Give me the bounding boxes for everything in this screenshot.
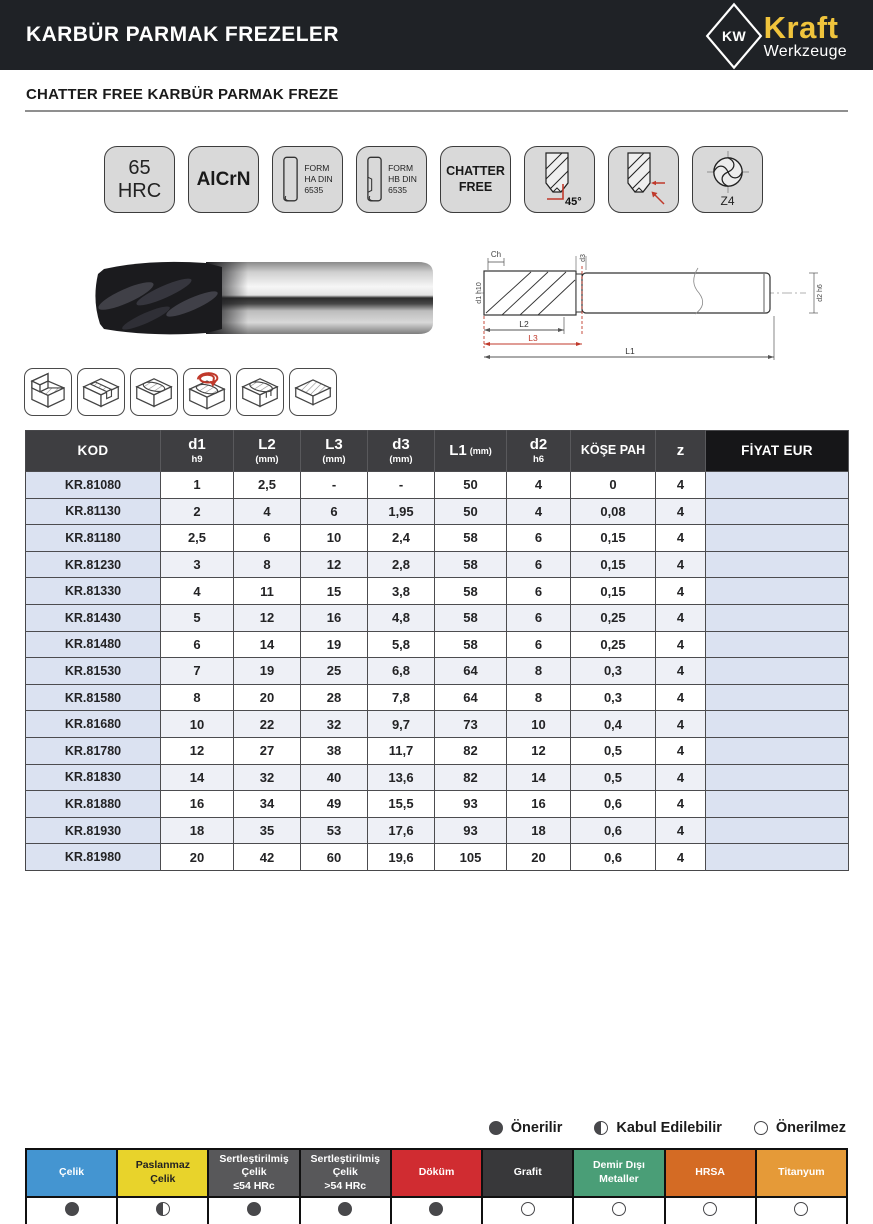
cell-l1: 82 — [435, 737, 507, 764]
cell-d1: 8 — [161, 684, 234, 711]
cell-d1: 7 — [161, 658, 234, 685]
cell-fiyat-eur — [706, 711, 849, 738]
cell-d3: 13,6 — [368, 764, 435, 791]
cell-d3: 5,8 — [368, 631, 435, 658]
table-row — [26, 472, 849, 499]
badge-chatter-free: CHATTER FREE — [440, 146, 511, 213]
badge-form-hb — [356, 146, 427, 213]
cell-d3: 6,8 — [368, 658, 435, 685]
cell-z: 4 — [656, 817, 706, 844]
app-pocket-milling-icon — [130, 368, 178, 416]
cell-l3: 38 — [301, 737, 368, 764]
cell-l3: 53 — [301, 817, 368, 844]
shank-ha-icon — [282, 154, 299, 206]
flute-count-label: Z4 — [720, 194, 735, 208]
cell-kod: KR.81330 — [26, 578, 161, 605]
cell-d2: 20 — [507, 844, 571, 871]
material-rating-cell — [26, 1197, 117, 1224]
cell-fiyat-eur — [706, 817, 849, 844]
cell-l2: 32 — [234, 764, 301, 791]
cell-d3: 2,8 — [368, 551, 435, 578]
table-row — [26, 604, 849, 631]
cell-l1: 50 — [435, 472, 507, 499]
cell-kose-pah: 0,4 — [571, 711, 656, 738]
cell-l3: 10 — [301, 525, 368, 552]
rating-empty-circle-icon — [703, 1202, 717, 1216]
form-hb-text: FORM HB DIN 6535 — [388, 162, 417, 196]
legend-item — [754, 1120, 846, 1136]
cell-fiyat-eur — [706, 764, 849, 791]
cell-l1: 58 — [435, 551, 507, 578]
cell-d1: 3 — [161, 551, 234, 578]
cell-l1: 105 — [435, 844, 507, 871]
cell-kod: KR.81930 — [26, 817, 161, 844]
table-row — [26, 711, 849, 738]
cell-d2: 14 — [507, 764, 571, 791]
legend-item — [594, 1120, 722, 1136]
svg-text:d3: d3 — [580, 254, 587, 262]
app-open-pocket-icon — [236, 368, 284, 416]
material-header-cell: Demir Dışı Metaller — [573, 1149, 664, 1197]
col-header-kod: KOD — [26, 431, 161, 472]
cell-l2: 12 — [234, 604, 301, 631]
cell-d2: 6 — [507, 525, 571, 552]
col-header-z: z — [656, 431, 706, 472]
cell-l1: 58 — [435, 631, 507, 658]
rating-filled-circle-icon — [429, 1202, 443, 1216]
badge-hardness — [104, 146, 175, 213]
cell-d3: 17,6 — [368, 817, 435, 844]
rating-filled-circle-icon — [338, 1202, 352, 1216]
material-header-cell: Çelik — [26, 1149, 117, 1197]
hardness-unit: HRC — [117, 179, 162, 202]
cell-l3: 49 — [301, 791, 368, 818]
legend-empty-circle-icon — [754, 1121, 768, 1135]
cell-fiyat-eur — [706, 658, 849, 685]
spec-badges — [104, 146, 763, 213]
badge-form-ha — [272, 146, 343, 213]
brand-text — [764, 12, 847, 60]
cell-d2: 4 — [507, 472, 571, 499]
app-shoulder-milling-icon — [24, 368, 72, 416]
cell-kose-pah: 0,25 — [571, 604, 656, 631]
svg-text:Ch: Ch — [490, 250, 502, 259]
cell-l3: 25 — [301, 658, 368, 685]
cell-l2: 22 — [234, 711, 301, 738]
col-header-d3: d3 (mm) — [368, 431, 435, 472]
cell-z: 4 — [656, 578, 706, 605]
rating-filled-circle-icon — [247, 1202, 261, 1216]
material-header-cell: Sertleştirilmiş Çelik ≤54 HRc — [208, 1149, 299, 1197]
svg-text:45°: 45° — [564, 195, 582, 208]
cell-kod: KR.81130 — [26, 498, 161, 525]
cell-z: 4 — [656, 472, 706, 499]
flute-cross-section-icon — [707, 151, 749, 193]
cell-kod: KR.81880 — [26, 791, 161, 818]
cell-l2: 19 — [234, 658, 301, 685]
cell-d2: 4 — [507, 498, 571, 525]
material-rating-cell — [756, 1197, 847, 1224]
brand-logo — [714, 12, 847, 60]
cell-d2: 16 — [507, 791, 571, 818]
material-header-cell: Titanyum — [756, 1149, 847, 1197]
app-helical-ramping-icon — [183, 368, 231, 416]
cell-fiyat-eur — [706, 472, 849, 499]
cell-l2: 8 — [234, 551, 301, 578]
material-rating-row — [26, 1197, 847, 1224]
cell-l3: 19 — [301, 631, 368, 658]
cell-d1: 18 — [161, 817, 234, 844]
kw-monogram: KW — [721, 27, 746, 45]
endmill-45deg-icon — [534, 151, 586, 209]
material-header-cell: Döküm — [391, 1149, 482, 1197]
cell-kose-pah: 0,08 — [571, 498, 656, 525]
cell-l3: - — [301, 472, 368, 499]
cell-l3: 60 — [301, 844, 368, 871]
cell-z: 4 — [656, 711, 706, 738]
cell-d3: 2,4 — [368, 525, 435, 552]
table-row — [26, 791, 849, 818]
cell-l3: 15 — [301, 578, 368, 605]
cell-fiyat-eur — [706, 844, 849, 871]
cell-d3: 15,5 — [368, 791, 435, 818]
cell-d2: 12 — [507, 737, 571, 764]
cell-l2: 6 — [234, 525, 301, 552]
cell-kod: KR.81180 — [26, 525, 161, 552]
cell-d3: 3,8 — [368, 578, 435, 605]
col-header-d1: d1 h9 — [161, 431, 234, 472]
material-rating-cell — [665, 1197, 756, 1224]
cell-z: 4 — [656, 551, 706, 578]
cell-z: 4 — [656, 791, 706, 818]
table-row — [26, 817, 849, 844]
badge-flute-count — [692, 146, 763, 213]
rating-empty-circle-icon — [521, 1202, 535, 1216]
cell-d2: 8 — [507, 684, 571, 711]
cell-kose-pah: 0,5 — [571, 737, 656, 764]
cell-d1: 1 — [161, 472, 234, 499]
cell-d1: 2,5 — [161, 525, 234, 552]
cell-kod: KR.81580 — [26, 684, 161, 711]
table-row — [26, 764, 849, 791]
legend-label: Önerilir — [510, 1120, 563, 1136]
page-title: KARBÜR PARMAK FREZELER — [26, 23, 339, 46]
legend — [489, 1120, 846, 1136]
material-rating-cell — [573, 1197, 664, 1224]
rating-half-circle-icon — [156, 1202, 170, 1216]
cell-d3: 9,7 — [368, 711, 435, 738]
cell-kose-pah: 0,3 — [571, 658, 656, 685]
cell-d1: 16 — [161, 791, 234, 818]
rating-filled-circle-icon — [65, 1202, 79, 1216]
table-row — [26, 578, 849, 605]
product-table — [25, 430, 849, 871]
material-header-cell: Sertleştirilmiş Çelik >54 HRc — [300, 1149, 391, 1197]
cell-z: 4 — [656, 498, 706, 525]
cell-kose-pah: 0 — [571, 472, 656, 499]
cell-kod: KR.81480 — [26, 631, 161, 658]
brand-name: Kraft — [763, 10, 839, 45]
cell-d3: - — [368, 472, 435, 499]
table-row — [26, 498, 849, 525]
material-suitability-table — [25, 1148, 848, 1224]
material-rating-cell — [300, 1197, 391, 1224]
cell-fiyat-eur — [706, 604, 849, 631]
cell-d2: 18 — [507, 817, 571, 844]
cell-kod: KR.81980 — [26, 844, 161, 871]
table-row — [26, 631, 849, 658]
cell-d1: 12 — [161, 737, 234, 764]
cell-kod: KR.81080 — [26, 472, 161, 499]
cell-kod: KR.81830 — [26, 764, 161, 791]
cell-z: 4 — [656, 525, 706, 552]
cell-l2: 2,5 — [234, 472, 301, 499]
brand-subtitle: Werkzeuge — [763, 43, 847, 60]
cell-d2: 6 — [507, 631, 571, 658]
cell-kose-pah: 0,15 — [571, 525, 656, 552]
table-row — [26, 658, 849, 685]
cell-l2: 34 — [234, 791, 301, 818]
cell-d1: 6 — [161, 631, 234, 658]
cell-d2: 6 — [507, 551, 571, 578]
section-divider — [25, 110, 848, 112]
badge-coating — [188, 146, 259, 213]
legend-label: Önerilmez — [775, 1120, 846, 1136]
cell-l2: 35 — [234, 817, 301, 844]
material-header-cell: Paslanmaz Çelik — [117, 1149, 208, 1197]
cell-kod: KR.81680 — [26, 711, 161, 738]
cell-l3: 40 — [301, 764, 368, 791]
table-row — [26, 737, 849, 764]
col-header-d2: d2 h6 — [507, 431, 571, 472]
cell-l3: 28 — [301, 684, 368, 711]
cell-fiyat-eur — [706, 684, 849, 711]
cell-z: 4 — [656, 844, 706, 871]
col-header-l1: L1 (mm) — [435, 431, 507, 472]
cell-l1: 64 — [435, 684, 507, 711]
cell-kose-pah: 0,15 — [571, 551, 656, 578]
cell-d3: 7,8 — [368, 684, 435, 711]
col-header-kose-pah: KÖŞE PAH — [571, 431, 656, 472]
cell-d1: 20 — [161, 844, 234, 871]
cell-d1: 14 — [161, 764, 234, 791]
cell-kod: KR.81230 — [26, 551, 161, 578]
col-header-fiyat-eur: FİYAT EUR — [706, 431, 849, 472]
cell-d1: 5 — [161, 604, 234, 631]
section-title: CHATTER FREE KARBÜR PARMAK FREZE — [26, 86, 339, 103]
svg-text:L1: L1 — [625, 346, 635, 356]
cell-z: 4 — [656, 737, 706, 764]
legend-label: Kabul Edilebilir — [616, 1120, 722, 1136]
cell-l1: 93 — [435, 817, 507, 844]
cell-kose-pah: 0,3 — [571, 684, 656, 711]
cell-l1: 58 — [435, 525, 507, 552]
cell-l1: 82 — [435, 764, 507, 791]
coating-label: AlCrN — [196, 168, 251, 190]
cell-d1: 2 — [161, 498, 234, 525]
cell-z: 4 — [656, 764, 706, 791]
cell-kose-pah: 0,15 — [571, 578, 656, 605]
material-rating-cell — [391, 1197, 482, 1224]
cell-l3: 32 — [301, 711, 368, 738]
material-rating-cell — [117, 1197, 208, 1224]
cell-l2: 20 — [234, 684, 301, 711]
svg-text:L3: L3 — [528, 333, 538, 343]
cell-z: 4 — [656, 631, 706, 658]
material-header-row — [26, 1149, 847, 1197]
material-rating-cell — [208, 1197, 299, 1224]
cell-d3: 11,7 — [368, 737, 435, 764]
cell-fiyat-eur — [706, 631, 849, 658]
cell-l1: 58 — [435, 604, 507, 631]
cell-d3: 4,8 — [368, 604, 435, 631]
cell-kose-pah: 0,5 — [571, 764, 656, 791]
cell-d3: 1,95 — [368, 498, 435, 525]
legend-item — [489, 1120, 563, 1136]
cell-l3: 12 — [301, 551, 368, 578]
cell-d1: 10 — [161, 711, 234, 738]
cell-l3: 16 — [301, 604, 368, 631]
header-bar — [0, 0, 873, 70]
cell-kod: KR.81430 — [26, 604, 161, 631]
cell-fiyat-eur — [706, 737, 849, 764]
cell-kod: KR.81530 — [26, 658, 161, 685]
cell-d2: 6 — [507, 604, 571, 631]
cell-fiyat-eur — [706, 498, 849, 525]
rating-empty-circle-icon — [794, 1202, 808, 1216]
cell-l2: 11 — [234, 578, 301, 605]
cell-l2: 42 — [234, 844, 301, 871]
cell-d1: 4 — [161, 578, 234, 605]
svg-text:d2 h6: d2 h6 — [817, 284, 824, 302]
cell-kod: KR.81780 — [26, 737, 161, 764]
cell-d3: 19,6 — [368, 844, 435, 871]
rating-empty-circle-icon — [612, 1202, 626, 1216]
shank-hb-icon — [366, 154, 383, 206]
hardness-value: 65 — [128, 156, 151, 179]
application-icons — [24, 368, 337, 416]
badge-corner-detail — [608, 146, 679, 213]
app-slot-milling-icon — [77, 368, 125, 416]
cell-z: 4 — [656, 604, 706, 631]
cell-fiyat-eur — [706, 578, 849, 605]
cell-z: 4 — [656, 658, 706, 685]
table-row — [26, 844, 849, 871]
cell-kose-pah: 0,6 — [571, 791, 656, 818]
material-rating-cell — [482, 1197, 573, 1224]
app-face-milling-icon — [289, 368, 337, 416]
cell-l1: 73 — [435, 711, 507, 738]
cell-d2: 10 — [507, 711, 571, 738]
cell-l1: 64 — [435, 658, 507, 685]
table-row — [26, 684, 849, 711]
cell-kose-pah: 0,6 — [571, 817, 656, 844]
col-header-l3: L3 (mm) — [301, 431, 368, 472]
cell-l2: 27 — [234, 737, 301, 764]
cell-l1: 58 — [435, 578, 507, 605]
cell-fiyat-eur — [706, 791, 849, 818]
table-row — [26, 551, 849, 578]
product-table-header-row — [26, 431, 849, 472]
cell-d2: 8 — [507, 658, 571, 685]
badge-corner-chamfer-45 — [524, 146, 595, 213]
cell-l1: 50 — [435, 498, 507, 525]
cell-l2: 4 — [234, 498, 301, 525]
material-header-cell: Grafit — [482, 1149, 573, 1197]
legend-half-circle-icon — [594, 1121, 608, 1135]
cell-z: 4 — [656, 684, 706, 711]
cell-kose-pah: 0,25 — [571, 631, 656, 658]
svg-text:L2: L2 — [519, 319, 529, 329]
cell-d2: 6 — [507, 578, 571, 605]
cell-l3: 6 — [301, 498, 368, 525]
cell-l2: 14 — [234, 631, 301, 658]
cell-fiyat-eur — [706, 525, 849, 552]
legend-filled-circle-icon — [489, 1121, 503, 1135]
table-row — [26, 525, 849, 552]
technical-drawing — [474, 238, 826, 362]
cell-kose-pah: 0,6 — [571, 844, 656, 871]
material-header-cell: HRSA — [665, 1149, 756, 1197]
product-table-body — [26, 472, 849, 871]
col-header-l2: L2 (mm) — [234, 431, 301, 472]
product-photo — [88, 252, 440, 344]
kw-diamond-icon — [705, 3, 762, 70]
endmill-corner-icon — [618, 151, 670, 209]
cell-fiyat-eur — [706, 551, 849, 578]
cell-l1: 93 — [435, 791, 507, 818]
svg-text:d1 h10: d1 h10 — [476, 282, 483, 304]
form-ha-text: FORM HA DIN 6535 — [304, 162, 333, 196]
